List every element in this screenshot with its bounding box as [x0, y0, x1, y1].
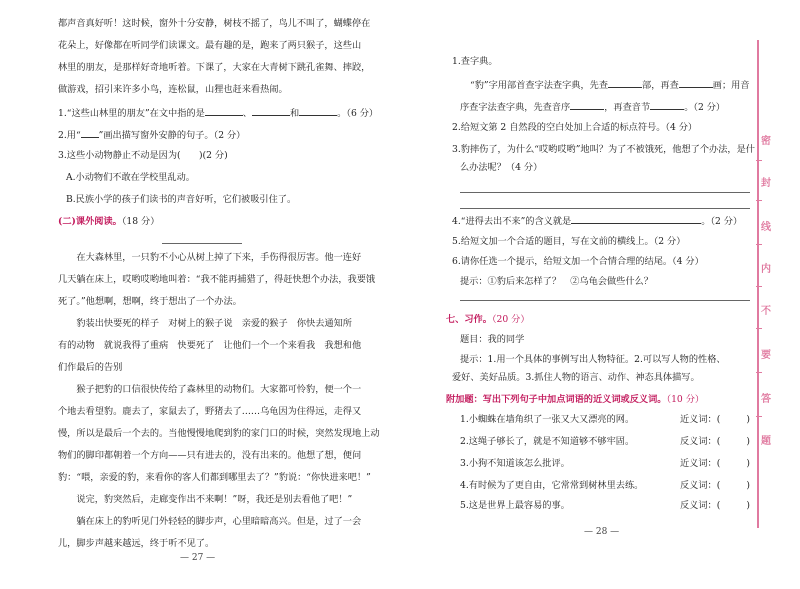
answer-blank[interactable]: [81, 128, 99, 138]
passage-line: 们作最后的告别: [58, 362, 123, 373]
composition-heading: [446, 314, 530, 326]
seal-dash: [756, 244, 762, 245]
r-q4-text: 4.“进得去出不来”的含义就是: [452, 216, 572, 227]
extra-item-text: 1.小蜘蛛在墙角织了一张又大又漂亮的网。: [460, 414, 635, 425]
seal-char: 密: [761, 136, 771, 147]
extra-item-text: 2.这绳子够长了，就是不知道够不够牢固。: [460, 436, 635, 447]
seal-dash: [756, 416, 762, 417]
answer-line[interactable]: [460, 208, 750, 209]
extra-item-answer[interactable]: [680, 480, 750, 492]
seal-char: 答: [761, 394, 771, 405]
extra-item-answer[interactable]: [680, 436, 750, 448]
composition-tips-cont: 爱好、美好品质。3.抓住人物的语言、动作、神态具体描写。: [452, 372, 700, 383]
answer-blank[interactable]: [570, 100, 604, 110]
extra-item-text: 5.这是世界上最容易的事。: [460, 500, 570, 511]
composition-score: （20 分）: [491, 314, 530, 325]
extra-item-text: 4.有时候为了更自由，它常常到树林里去练。: [460, 480, 644, 491]
section-score: （18 分）: [121, 216, 160, 227]
answer-blank[interactable]: [608, 78, 642, 88]
composition-title: 七、习作。: [446, 314, 492, 325]
seal-line: [757, 40, 769, 528]
r-question-5: 5.给短文加一个合适的题目，写在文前的横线上。（2 分）: [452, 236, 686, 247]
question-2: [58, 128, 245, 142]
seal-char: 线: [761, 222, 771, 233]
extra-item-kind: 反义词：(: [680, 480, 721, 491]
extra-item: [460, 480, 643, 492]
seal-dash: [756, 328, 762, 329]
extra-item: [460, 500, 570, 512]
story-line: 都声音真好听！这时候，窗外十分安静，树枝不摇了，鸟儿不叫了，蝴蝶停在: [58, 18, 371, 29]
page-number: — 27 —: [180, 553, 216, 563]
q1-end: 。（6 分）: [337, 108, 379, 119]
answer-blank[interactable]: [205, 106, 243, 116]
extra-item-close: ): [746, 480, 750, 491]
section-title: (二)课外阅读。: [58, 216, 122, 227]
passage-line: 豹装出快要死的样子 对树上的猴子说 亲爱的猴子 你快去通知所: [58, 318, 352, 329]
seal-dash: [756, 160, 762, 161]
r-question-6: 6.请你任选一个提示，给短文加一个合情合理的结尾。（4 分）: [452, 256, 704, 267]
r-question-3-cont: 么办法呢？（4 分）: [460, 162, 543, 173]
extra-item-kind: 近义词：(: [680, 414, 721, 425]
extra-item-close: ): [746, 436, 750, 447]
seal-char: 题: [761, 436, 771, 447]
story-line: 做游戏，招引来许多小鸟，连松鼠，山狸也赶来看热闹。: [58, 84, 288, 95]
composition-topic: 题目：我的同学: [460, 334, 525, 345]
q2-text: 2.用“: [58, 130, 81, 141]
r-question-2: 2.给短文第 2 自然段的空白处加上合适的标点符号。（4 分）: [452, 122, 698, 133]
passage-line: 躺在床上的豹听见门外轻轻的脚步声，心里暗暗高兴。但是，过了一会: [58, 516, 362, 527]
passage-line: 死了。”他想啊，想啊，终于想出了一个办法。: [58, 296, 242, 307]
r-q1-text: 画；用音: [712, 80, 750, 91]
story-line: 林里的朋友，是那样好奇地听着。下课了，大家在大青树下跳孔雀舞、摔跤，: [58, 62, 371, 73]
page-number: — 28 —: [584, 527, 620, 537]
r-question-3: 3.豹摔伤了，为什么“哎哟哎哟”地叫？为了不被饿死，他想了个办法，是什: [452, 144, 755, 155]
answer-blank[interactable]: [679, 78, 713, 88]
q1-and: 和: [289, 108, 300, 119]
r-q1-text: “豹”字用部首查字法查字典，先查: [470, 80, 609, 91]
passage-line: 个地去看望豹。鹿去了，家鼠去了，野猪去了……乌龟因为住得远，走得又: [58, 406, 362, 417]
story-line: 花朵上，好像都在听同学们读课文。最有趣的是，跑来了两只猴子，这些山: [58, 40, 362, 51]
seal-char: 内: [761, 264, 771, 275]
question-1: [58, 106, 378, 120]
extra-item: [460, 436, 634, 448]
answer-blank[interactable]: [571, 214, 701, 224]
extra-item-close: ): [746, 458, 750, 469]
passage-line: 说完，豹突然后，走廊变作出不来啊！”呀，我还是别去看他了吧！”: [58, 494, 353, 505]
seal-dash: [756, 286, 762, 287]
extra-score: （10 分）: [666, 394, 705, 405]
extra-item-kind: 近义词：(: [680, 458, 721, 469]
seal-char: 封: [761, 178, 771, 189]
q1-text: 1.“这些山林里的朋友”在文中指的是: [58, 108, 205, 119]
seal-char: 要: [761, 350, 771, 361]
answer-line[interactable]: [460, 192, 750, 193]
r-q1-text: 部，再查: [642, 80, 679, 91]
extra-item-answer[interactable]: [680, 458, 750, 470]
r-q1-text: 。（2 分）: [684, 102, 726, 113]
r-q1-text: 序查字法查字典，先查音序: [460, 102, 571, 113]
composition-tips: 提示：1.用一个具体的事例写出人物特征。2.可以写人物的性格、: [460, 354, 726, 365]
passage-line: 在大森林里，一只豹不小心从树上掉了下来，手伤得很厉害。他一连好: [58, 252, 362, 263]
option-a: A.小动物们不敢在学校里乱动。: [66, 172, 195, 183]
extra-item: [460, 414, 634, 426]
extra-item-close: ): [746, 414, 750, 425]
r-question-4: [452, 214, 742, 228]
r-hint: 提示：①豹后来怎样了？ ②乌龟会做些什么？: [460, 276, 653, 287]
passage-line: 儿，脚步声越来越远，终于听不见了。: [58, 538, 215, 549]
answer-blank[interactable]: [252, 106, 290, 116]
title-blank-line[interactable]: [162, 243, 242, 244]
extra-item-answer[interactable]: [680, 500, 750, 512]
passage-line: 豹：“喂，亲爱的豹，来看你的客人们都到哪里去了？”豹说：“你快进来吧！”: [58, 472, 371, 483]
seal-dash: [756, 200, 762, 201]
answer-blank[interactable]: [650, 100, 684, 110]
r-q1-line2: [460, 100, 725, 114]
r-q4-end: 。（2 分）: [701, 216, 743, 227]
seal-dash: [756, 372, 762, 373]
passage-line: 慢，所以是最后一个去的。当他慢慢地爬到豹的家门口的时候，突然发现地上动: [58, 428, 380, 439]
r-q1-line1: [470, 78, 750, 92]
extra-item-text: 3.小狗不知道该怎么批评。: [460, 458, 570, 469]
extra-heading: [446, 394, 704, 406]
q2-text-end: ”画出描写窗外安静的句子。（2 分）: [98, 130, 246, 141]
extra-item-kind: 反义词：(: [680, 436, 721, 447]
section-heading: [58, 216, 159, 228]
r-question-1: 1.查字典。: [452, 56, 498, 67]
passage-line: 物们的脚印都朝着一个方向——只有进去的，没有出来的。他想了想，便问: [58, 450, 362, 461]
seal-char: 不: [761, 306, 771, 317]
extra-title: 附加题：写出下列句子中加点词语的近义词或反义词。: [446, 394, 667, 405]
passage-line: 几天躺在床上，哎哟哎哟地叫着：“我不能再捕猎了，得赶快想个办法，我要饿: [58, 274, 376, 285]
extra-item-close: ): [746, 500, 750, 511]
answer-blank[interactable]: [299, 106, 337, 116]
passage-line: 猴子把豹的口信很快传给了森林里的动物们。大家都可怜豹，便一个一: [58, 384, 362, 395]
extra-item-answer[interactable]: [680, 414, 750, 426]
q1-sep: 、: [242, 108, 252, 119]
answer-line[interactable]: [460, 300, 750, 301]
extra-item-kind: 反义词：(: [680, 500, 721, 511]
question-3: 3.这些小动物静止不动是因为( )(2 分): [58, 150, 228, 161]
passage-line: 有的动物 就说我得了重病 快要死了 让他们一个一个来看我 我想和他: [58, 340, 362, 351]
extra-item: [460, 458, 570, 470]
r-q1-text: ，再查音节: [604, 102, 651, 113]
option-b: B.民族小学的孩子们读书的声音好听，它们被吸引住了。: [66, 194, 297, 205]
